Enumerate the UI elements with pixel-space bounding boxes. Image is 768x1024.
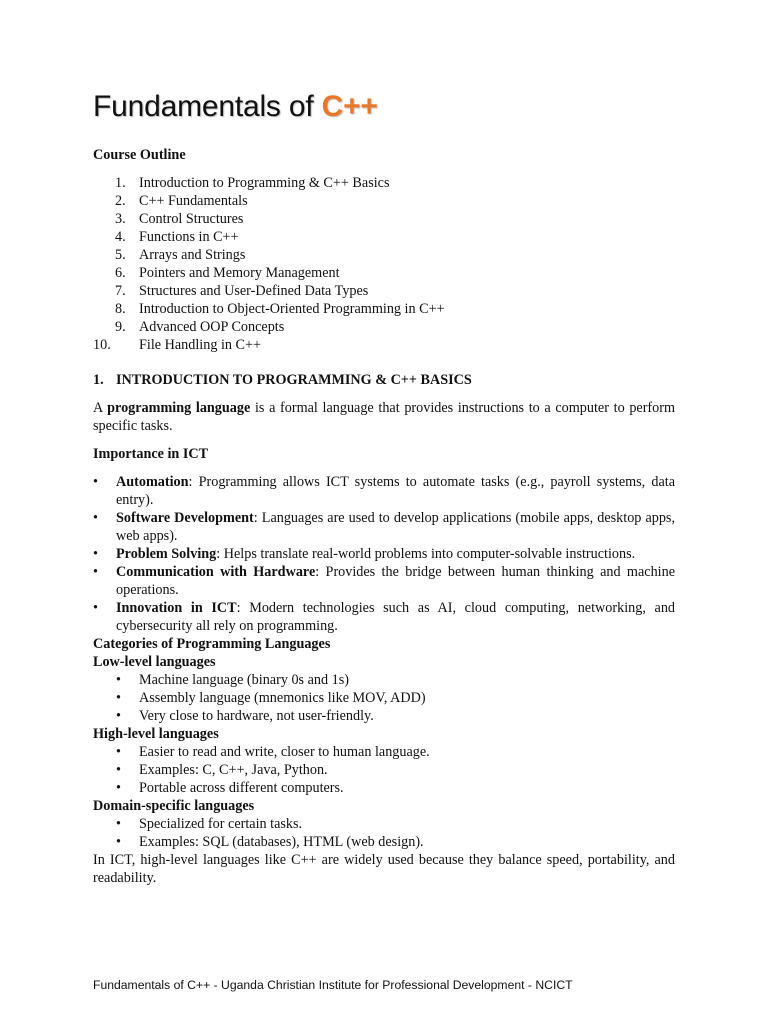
title-accent: C++ (321, 90, 378, 123)
outline-item: 2. C++ Fundamentals (115, 193, 248, 209)
low-level-heading: Low-level languages (93, 654, 216, 670)
categories-heading: Categories of Programming Languages (93, 636, 331, 652)
high-level-list (93, 743, 675, 797)
list-item: • Examples: C, C++, Java, Python. (93, 761, 675, 779)
closing-paragraph: In ICT, high-level languages like C++ are widely used because they balance speed, portability, and readability. (93, 852, 675, 886)
page-footer: Fundamentals of C++ - Uganda Christian Institute for Professional Development - NCICT (93, 978, 573, 992)
section-1-heading: 1. INTRODUCTION TO PROGRAMMING & C++ BASICS (93, 372, 472, 388)
outline-item: 3. Control Structures (115, 211, 244, 227)
list-item: • Specialized for certain tasks. (93, 815, 675, 833)
importance-heading: Importance in ICT (93, 446, 209, 462)
list-item: • Machine language (binary 0s and 1s) (93, 671, 675, 689)
title-main: Fundamentals of (93, 90, 322, 123)
list-item: • Innovation in ICT: Modern technologies such as AI, cloud computing, networking, and cybersecurity all rely on programming. (93, 599, 675, 635)
list-item: • Software Development: Languages are used to develop applications (mobile apps, desktop apps, web apps). (93, 509, 675, 545)
low-level-list (93, 671, 675, 725)
list-item: • Examples: SQL (databases), HTML (web design). (93, 833, 675, 851)
list-item: • Easier to read and write, closer to human language. (93, 743, 675, 761)
outline-item: 1. Introduction to Programming & C++ Basics (115, 175, 390, 191)
document-body (93, 146, 675, 887)
list-item: • Very close to hardware, not user-friendly. (93, 707, 675, 725)
domain-specific-list (93, 815, 675, 851)
outline-item: 5. Arrays and Strings (115, 247, 246, 263)
programming-language-definition: A programming language is a formal language that provides instructions to a computer to perform specific tasks. (93, 400, 676, 434)
outline-item: 7. Structures and User-Defined Data Types (115, 283, 369, 299)
outline-item: 9. Advanced OOP Concepts (115, 319, 285, 335)
high-level-heading: High-level languages (93, 726, 219, 742)
outline-item: 6. Pointers and Memory Management (115, 265, 340, 281)
outline-item: 8. Introduction to Object-Oriented Programming in C++ (115, 301, 445, 317)
list-item: • Automation: Programming allows ICT systems to automate tasks (e.g., payroll systems, data entry). (93, 473, 675, 509)
importance-list (93, 473, 675, 635)
domain-specific-heading: Domain-specific languages (93, 798, 255, 814)
outline-item: 10. File Handling in C++ (93, 337, 262, 353)
list-item: • Portable across different computers. (93, 779, 675, 797)
course-outline-heading: Course Outline (93, 147, 186, 163)
page-title (93, 90, 378, 124)
outline-item: 4. Functions in C++ (115, 229, 239, 245)
list-item: • Problem Solving: Helps translate real-world problems into computer-solvable instructions. (93, 545, 675, 563)
list-item: • Assembly language (mnemonics like MOV, ADD) (93, 689, 675, 707)
course-outline-list (93, 174, 675, 354)
list-item: • Communication with Hardware: Provides the bridge between human thinking and machine operations. (93, 563, 675, 599)
